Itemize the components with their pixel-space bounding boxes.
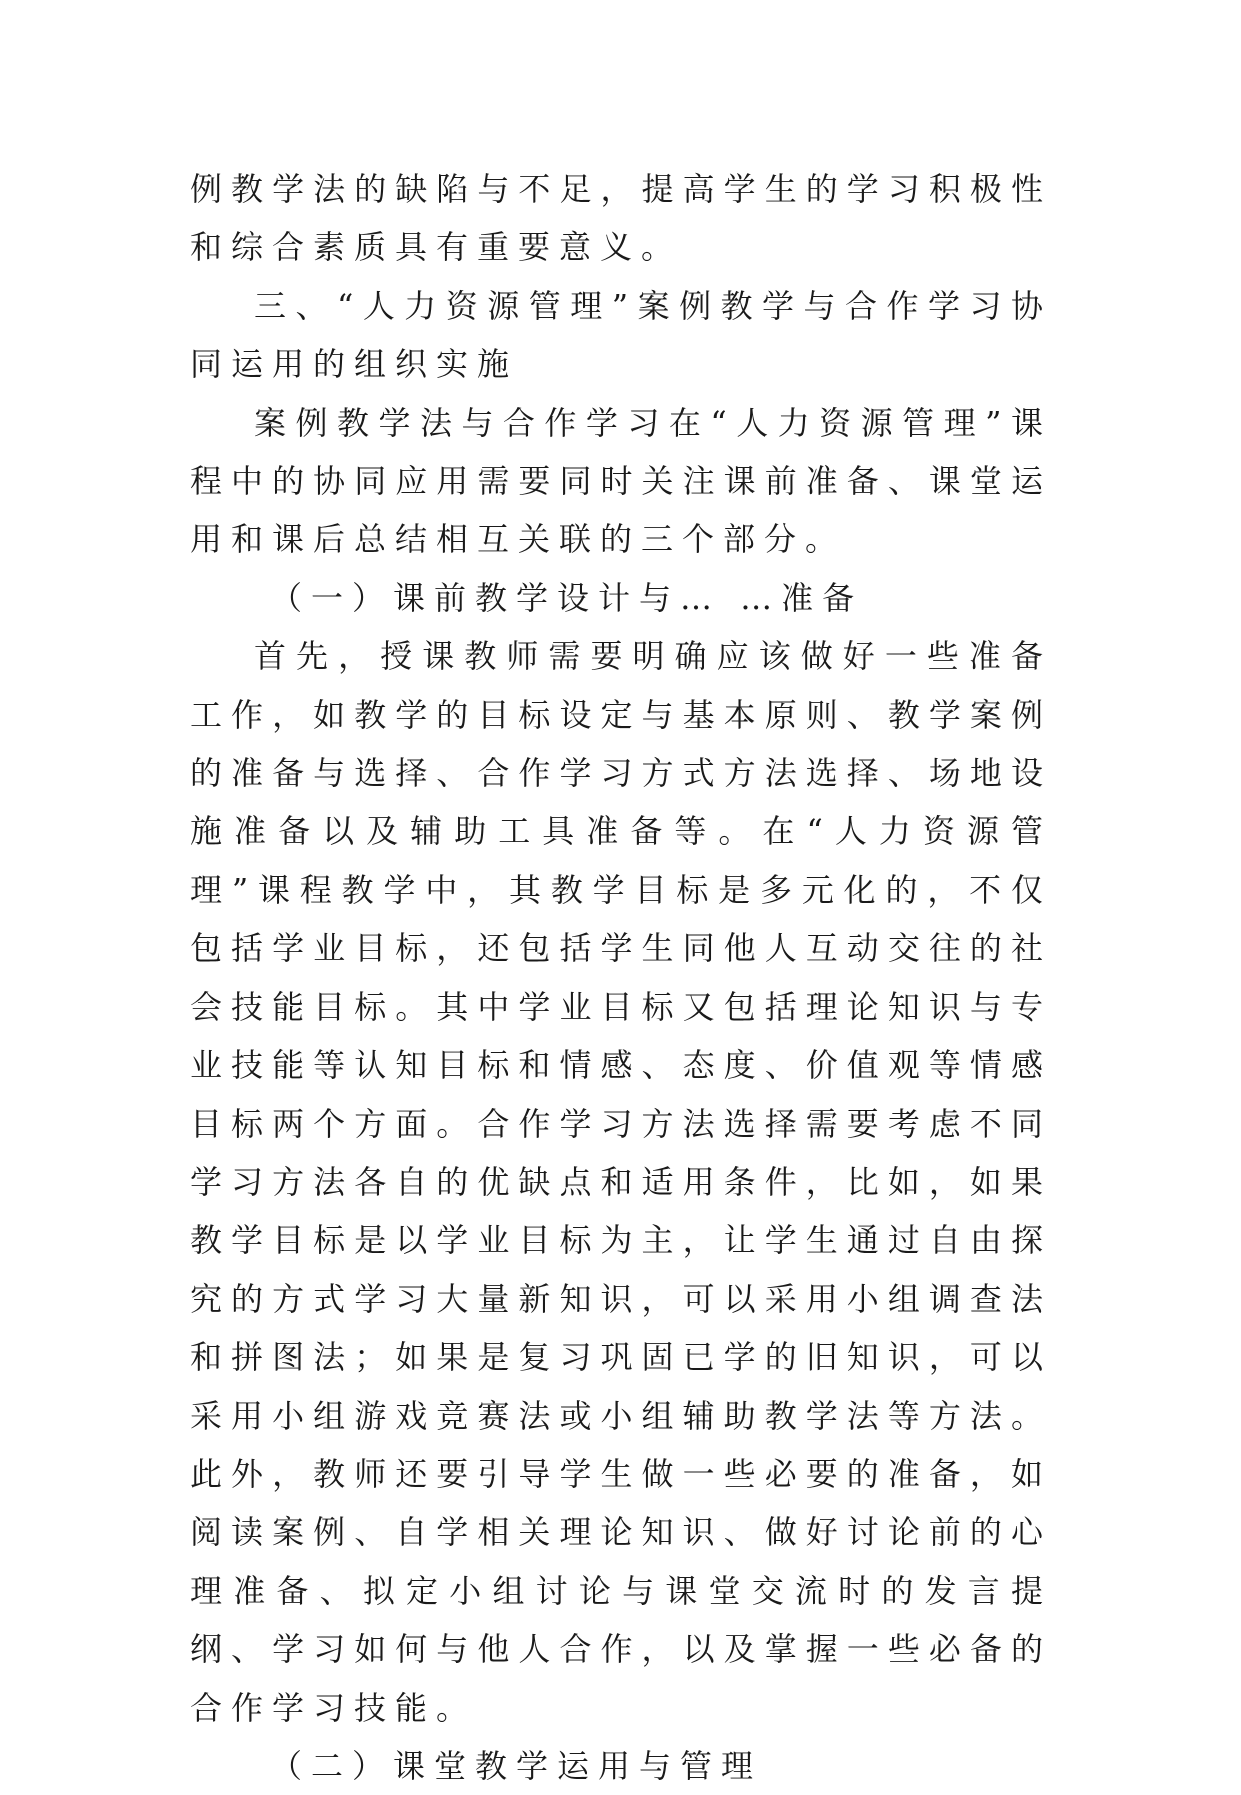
subsection-heading: （一）课前教学设计与… …准备 [270, 578, 864, 617]
paragraph-body: 案例教学法与合作学习在“人力资源管理”课程中的协同应用需要同时关注课前准备、课堂运用和课后总结相互关联的三个部分。 [190, 403, 1052, 559]
paragraph-continued: 例教学法的缺陷与不足，提高学生的学习积极性和综合素质具有重要意义。 [190, 170, 1052, 267]
subsection-heading: （二）课堂教学运用与管理 [270, 1746, 763, 1785]
section-heading: 三、“人力资源管理”案例教学与合作学习协同运用的组织实施 [190, 286, 1052, 384]
paragraph-body: 首先，授课教师需要明确应该做好一些准备工作，如教学的目标设定与基本原则、教学案例的准备与选择、合作学习方式方法选择、场地设施准备以及辅助工具准备等。在“人力资源管理”课程教学中，其教学目标是多元化的，不仅包括学业目标，还包括学生同他人互动交往的社会技能目标。其中学业目标又包括理论知识与专业技能等认知目标和情感、态度、价值观等情感目标两个方面。合作学习方法选择需要考虑不同学习方法各自的优缺点和适用条件，比如，如果教学目标是以学业目标为主，让学生通过自由探究的方式学习大量新知识，可以采用小组调查法和拼图法；如果是复习巩固已学的旧知识，可以采用小组游戏竞赛法或小组辅助教学法等方法。此外，教师还要引导学生做一些必要的准备，如阅读案例、自学相关理论知识、做好讨论前的心理准备、拟定小组讨论与课堂交流时的发言提纲、学习如何与他人合作，以及掌握一些必备的合作学习技能。 [190, 637, 1052, 1727]
document-page [190, 160, 1052, 1795]
